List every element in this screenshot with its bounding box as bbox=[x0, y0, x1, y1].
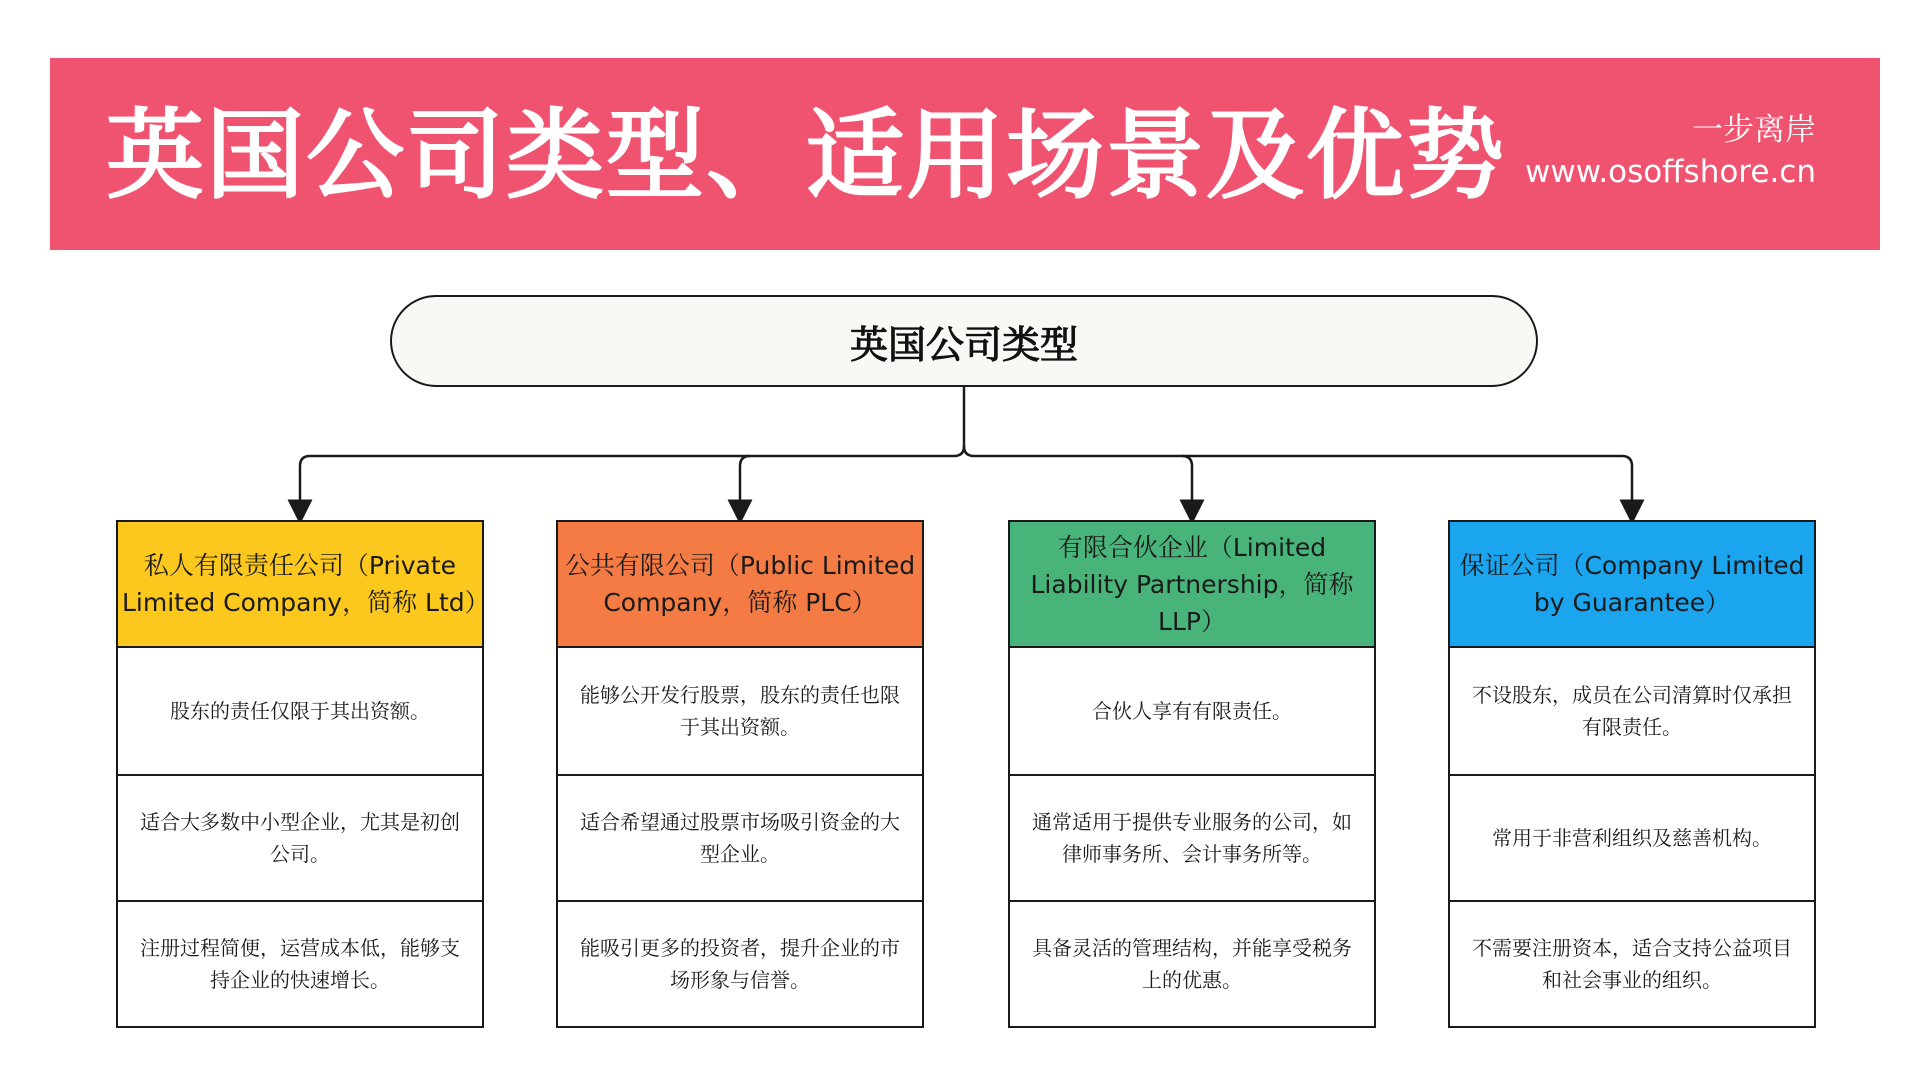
brand-url[interactable]: www.osoffshore.cn bbox=[1525, 154, 1816, 190]
connector-branch-public bbox=[740, 456, 750, 512]
column-private-limited bbox=[116, 520, 490, 1028]
root-node-label: 英国公司类型 bbox=[849, 322, 1078, 367]
cell-liability-private: 股东的责任仅限于其出资额。 bbox=[170, 699, 430, 723]
page-title: 英国公司类型、适用场景及优势 bbox=[106, 99, 1507, 213]
column-header-public-limited: 公共有限公司（Public Limited Company，简称 PLC） bbox=[558, 522, 922, 648]
brand-name: 一步离岸 bbox=[1692, 112, 1816, 148]
connector-branch-llp bbox=[1182, 456, 1192, 512]
root-node bbox=[390, 295, 1538, 387]
cell-advantage-guarantee: 不需要注册资本，适合支持公益项目和社会事业的组织。 bbox=[1450, 900, 1814, 1026]
cell-scenario-private: 适合大多数中小型企业，尤其是初创公司。 bbox=[118, 774, 482, 900]
cell-advantage-public: 能吸引更多的投资者，提升企业的市场形象与信誉。 bbox=[558, 900, 922, 1026]
column-guarantee bbox=[1448, 520, 1816, 1028]
brand bbox=[1525, 110, 1816, 194]
connector-bus-left bbox=[300, 446, 964, 512]
cell-liability-llp: 合伙人享有有限责任。 bbox=[1092, 699, 1292, 723]
column-header-private-limited: 私人有限责任公司（Private Limited Company，简称 Ltd） bbox=[118, 522, 482, 648]
connector-bus bbox=[964, 446, 1632, 512]
title-banner bbox=[50, 58, 1880, 250]
cell-scenario-public: 适合希望通过股票市场吸引资金的大型企业。 bbox=[558, 774, 922, 900]
cell-liability-public: 能够公开发行股票，股东的责任也限于其出资额。 bbox=[580, 683, 900, 739]
column-header-guarantee: 保证公司（Company Limited by Guarantee） bbox=[1450, 522, 1814, 648]
cell-scenario-guarantee: 常用于非营利组织及慈善机构。 bbox=[1450, 774, 1814, 900]
cell-scenario-llp: 通常适用于提供专业服务的公司，如律师事务所、会计事务所等。 bbox=[1010, 774, 1374, 900]
column-public-limited bbox=[556, 520, 924, 1028]
cell-advantage-private: 注册过程简便，运营成本低，能够支持企业的快速增长。 bbox=[118, 900, 482, 1026]
column-llp bbox=[1008, 520, 1376, 1028]
column-header-llp: 有限合伙企业（Limited Liability Partnership，简称 LLP） bbox=[1010, 522, 1374, 648]
cell-liability-guarantee: 不设股东，成员在公司清算时仅承担有限责任。 bbox=[1472, 683, 1792, 739]
cell-advantage-llp: 具备灵活的管理结构，并能享受税务上的优惠。 bbox=[1010, 900, 1374, 1026]
